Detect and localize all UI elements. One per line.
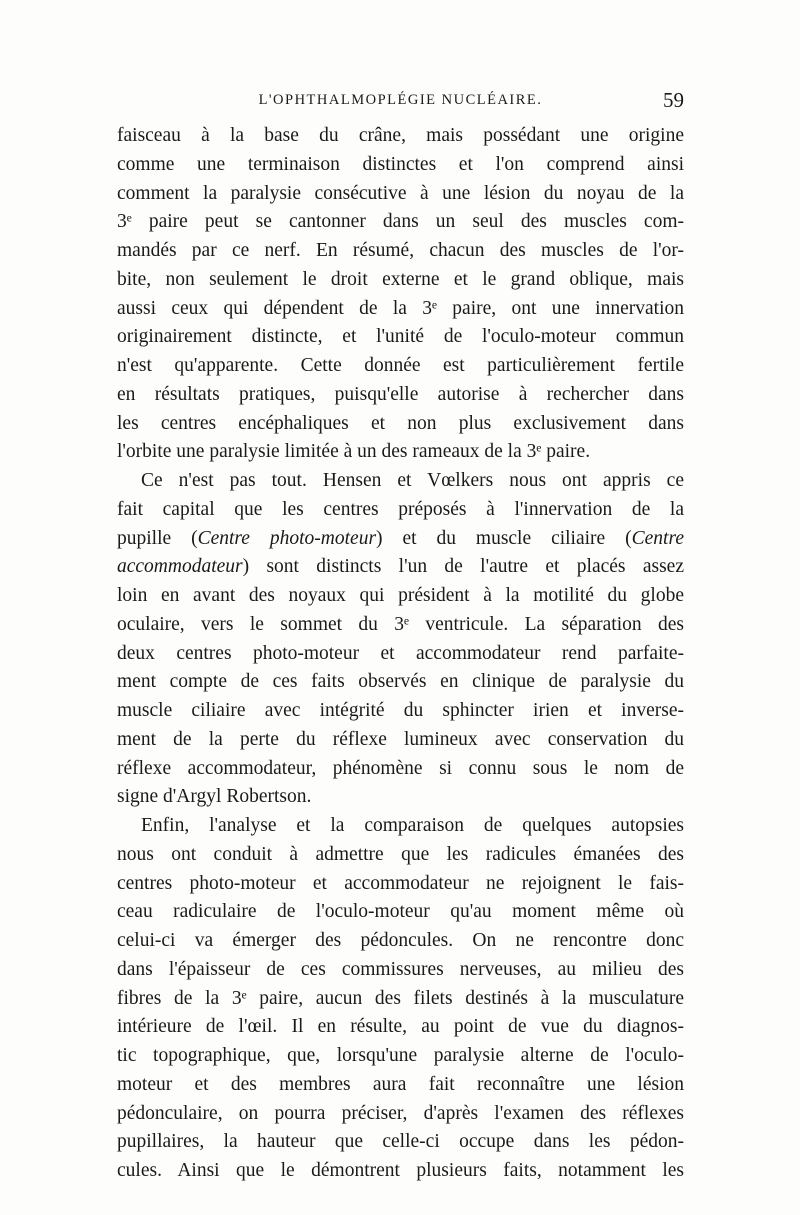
text-line: pupillaires, la hauteur que celle-ci occupe dans les pédon-: [117, 1131, 684, 1153]
page-number: 59: [663, 88, 684, 112]
text-line: bite, non seulement le droit externe et le grand oblique, mais: [117, 268, 684, 290]
text-line: l'orbite une paralysie limitée à un des rameaux de la 3ᵉ paire.: [117, 441, 591, 463]
text-line: ment de la perte du réflexe lumineux avec conservation du: [117, 728, 684, 750]
text-line: fibres de la 3ᵉ paire, aucun des filets destinés à la musculature: [117, 987, 684, 1009]
text-line: comme une terminaison distinctes et l'on comprend ainsi: [117, 153, 684, 175]
text-line: originairement distincte, et l'unité de l'oculo-moteur commun: [117, 326, 684, 348]
text-line: ment compte de ces faits observés en clinique de paralysie du: [117, 671, 684, 693]
text-line: réflexe accommodateur, phénomène si connu sous le nom de: [117, 757, 684, 779]
text-line: mandés par ce nerf. En résumé, chacun des muscles de l'or-: [117, 240, 684, 261]
text-line: signe d'Argyl Robertson.: [117, 786, 312, 808]
text-line: faisceau à la base du crâne, mais possédant une origine: [117, 125, 684, 146]
text-line: aussi ceux qui dépendent de la 3ᵉ paire, ont une innervation: [117, 297, 684, 319]
body-text: [117, 122, 684, 1186]
text-line: pupille (Centre photo-moteur) et du muscle ciliaire (Centre: [117, 527, 684, 549]
text-line: nous ont conduit à admettre que les radicules émanées des: [117, 843, 684, 865]
text-line: les centres encéphaliques et non plus exclusivement dans: [117, 412, 684, 434]
text-line: accommodateur) sont distincts l'un de l'autre et placés assez: [117, 556, 684, 578]
text-line: fait capital que les centres préposés à l'innervation de la: [117, 498, 684, 520]
text-line: muscle ciliaire avec intégrité du sphincter irien et inverse-: [117, 700, 684, 721]
text-line: dans l'épaisseur de ces commissures nerveuses, au milieu des: [117, 958, 684, 980]
text-line: Ce n'est pas tout. Hensen et Vœlkers nous ont appris ce: [141, 470, 684, 491]
text-line: loin en avant des noyaux qui président à la motilité du globe: [117, 585, 684, 606]
text-line: celui-ci va émerger des pédoncules. On ne rencontre donc: [117, 930, 684, 951]
text-line: centres photo-moteur et accommodateur ne rejoignent le fais-: [117, 872, 684, 894]
text-line: intérieure de l'œil. Il en résulte, au point de vue du diagnos-: [117, 1016, 684, 1038]
text-line: moteur et des membres aura fait reconnaître une lésion: [117, 1073, 684, 1095]
text-line: Enfin, l'analyse et la comparaison de quelques autopsies: [141, 815, 684, 836]
text-line: ceau radiculaire de l'oculo-moteur qu'au moment même où: [117, 901, 684, 923]
text-line: n'est qu'apparente. Cette donnée est particulièrement fertile: [117, 355, 684, 376]
text-line: en résultats pratiques, puisqu'elle autorise à rechercher dans: [117, 383, 684, 405]
text-line: oculaire, vers le sommet du 3ᵉ ventricule. La séparation des: [117, 613, 684, 635]
text-line: comment la paralysie consécutive à une lésion du noyau de la: [117, 182, 684, 204]
text-line: pédonculaire, on pourra préciser, d'après l'examen des réflexes: [117, 1102, 684, 1124]
text-line: deux centres photo-moteur et accommodateur rend parfaite-: [117, 642, 684, 664]
text-line: tic topographique, que, lorsqu'une paralysie alterne de l'oculo-: [117, 1045, 684, 1066]
running-head: L'OPHTHALMOPLÉGIE NUCLÉAIRE.: [258, 92, 543, 108]
page-header: [117, 88, 684, 122]
text-line: 3ᵉ paire peut se cantonner dans un seul des muscles com-: [117, 211, 684, 233]
text-line: cules. Ainsi que le démontrent plusieurs faits, notamment les: [117, 1160, 684, 1181]
